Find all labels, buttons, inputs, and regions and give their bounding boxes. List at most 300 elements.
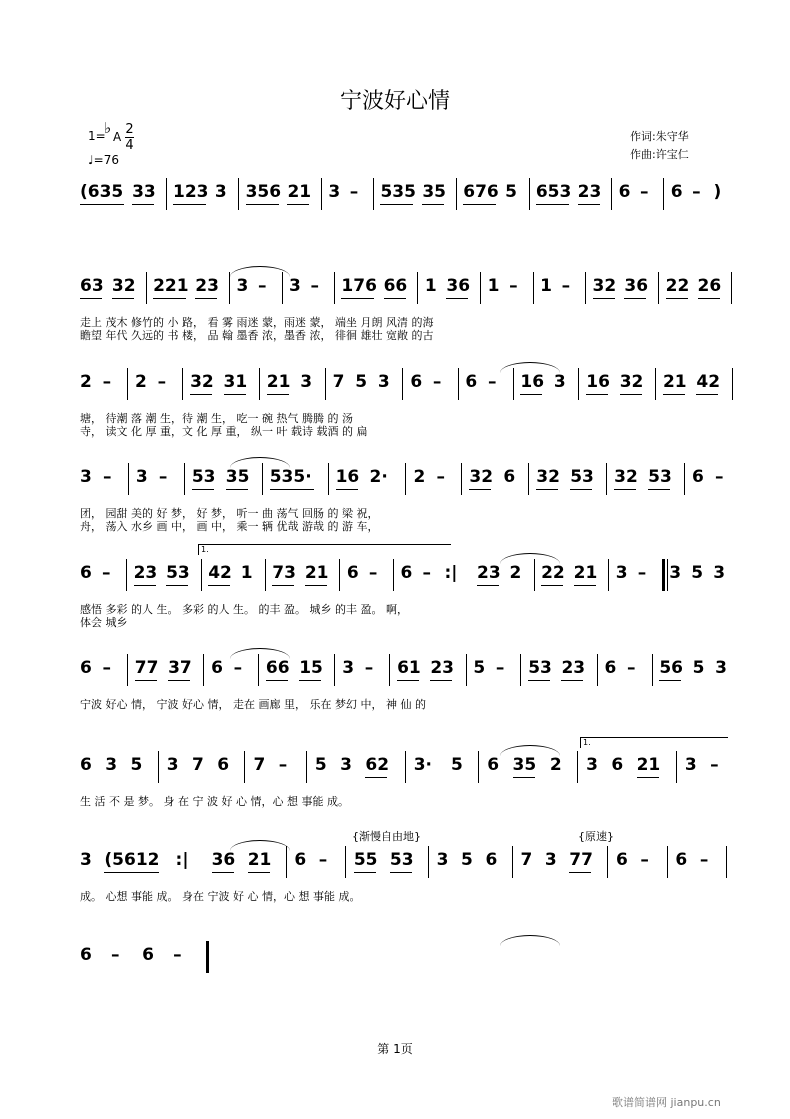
note-group: 53 [648,467,672,487]
note-group: 2 [549,755,562,775]
dash-extension: – [637,563,647,583]
note-group: 35 [512,755,537,775]
note-group: 22 [541,563,565,583]
notes-row [80,276,730,302]
key-signature [88,119,148,175]
eighth-beam [80,204,124,205]
note-group: 16 [520,372,545,392]
note-group: 6 [346,563,359,583]
tie-arc [500,745,560,756]
barline [345,846,346,878]
barline [585,272,586,304]
note-group: 221 [153,276,189,296]
barline [607,846,608,878]
note-group: 123 [173,182,209,202]
note-group: ) [713,182,722,202]
lyricist: 作词:朱守华 [630,130,689,143]
note-group: 21 [662,372,687,392]
note-group: 3 [236,276,249,296]
note-group: 6 [604,658,617,678]
note-group: 77 [569,850,593,870]
dash-extension: – [158,467,168,487]
flat-sign-icon: ♭ [104,119,112,137]
barline [339,559,340,591]
eighth-beam [614,489,636,490]
barline [182,368,183,400]
lyric-line: 感悟 多彩 的人 生。 多彩 的人 生。 的丰 盈。 城乡 的丰 盈。 啊， [80,603,408,616]
barline [328,463,329,495]
note-group: 3 [586,755,598,775]
eighth-beam [270,489,314,490]
barline [676,751,677,783]
lyric-line: 团， 园甜 美的 好 梦， 好 梦， 听一 曲 荡气 回肠 的 梁 祝， [80,507,379,520]
eighth-beam [541,585,563,586]
note-group: 32 [592,276,617,296]
dash-extension: – [487,372,497,392]
barline [146,272,147,304]
eighth-beam [637,777,659,778]
eighth-beam [696,394,718,395]
eighth-beam [648,489,670,490]
eighth-beam [536,204,569,205]
barline [466,654,467,686]
note-group: 2 [509,563,522,583]
note-group: (5612 [104,850,160,870]
note-group: 37 [168,658,192,678]
eighth-beam [666,298,688,299]
dash-extension: – [436,467,445,487]
note-group: 1 [487,276,500,296]
barline [206,941,209,973]
eighth-beam [513,777,535,778]
notes-row [80,563,730,589]
barline [652,654,653,686]
note-group: 653 [535,182,572,202]
note-group: 5 [355,372,368,392]
barline [402,368,403,400]
eighth-beam [166,585,188,586]
barline [158,751,159,783]
note-group: 2 [135,372,147,392]
note-group: 66 [383,276,408,296]
note-group: 6 [618,182,631,202]
eighth-beam [305,585,327,586]
note-group: 1 [424,276,437,296]
note-group: 23 [561,658,586,678]
eighth-beam [536,489,558,490]
note-group: 5 [130,755,143,775]
dash-extension: – [349,182,359,202]
barline [405,751,406,783]
note-group: 176 [341,276,377,296]
note-group: 3 [340,755,352,775]
tie-arc [500,935,560,946]
note-group: :| [175,850,189,870]
notes-row [80,755,730,781]
eighth-beam [112,298,134,299]
note-group: 535· [269,467,312,487]
barline [577,751,578,783]
note-group: 7 [191,755,204,775]
eighth-beam [190,394,212,395]
eighth-beam [248,872,270,873]
eighth-beam [477,585,499,586]
note-group: 3 [544,850,557,870]
note-group: 3 [715,658,727,678]
note-group: 56 [659,658,683,678]
note-group: 21 [247,850,272,870]
note-group: 6 [400,563,413,583]
barline [597,654,598,686]
dash-extension: – [640,182,649,202]
eighth-beam [224,394,246,395]
note-group: 3 [300,372,313,392]
note-group: 3· [413,755,433,775]
note-group: 6 [670,182,683,202]
note-group: 6 [80,658,92,678]
note-group: 53 [528,658,552,678]
barline [334,272,335,304]
barline [405,463,406,495]
note-group: 21 [573,563,598,583]
dash-extension: – [233,658,243,678]
dash-extension: – [173,945,182,965]
lyric-line: 寺， 读文 化 厚 重，文 化 厚 重， 纵一 叶 载诗 载酒 的 扁 [80,425,368,438]
lyric-line: 生 活 不 是 梦。 身 在 宁 波 好 心 情，心 想 事能 成。 [80,795,349,808]
note-group: 2 [80,372,92,392]
eighth-beam [272,585,294,586]
eighth-beam [574,585,596,586]
eighth-beam [569,872,591,873]
note-group: 6 [675,850,688,870]
tempo-marking [88,153,119,167]
dash-extension: – [278,755,288,775]
dash-extension: – [495,658,505,678]
note-group: 3 [80,850,92,870]
note-group: 3 [669,563,682,583]
barline [244,751,245,783]
note-group: 32 [469,467,494,487]
eighth-beam [528,680,550,681]
credits [630,128,689,164]
eighth-beam [586,394,608,395]
barline [658,272,659,304]
dash-extension: – [102,467,112,487]
eighth-beam [80,298,102,299]
barline [611,178,612,210]
dash-extension: – [364,658,374,678]
eighth-beam [168,680,190,681]
note-group: 5 [451,755,463,775]
note-group: 356 [245,182,282,202]
note-group: 35 [225,467,250,487]
eighth-beam [132,204,154,205]
note-group: 36 [211,850,236,870]
barline [417,272,418,304]
volta-bracket: 1. [198,544,451,555]
note-group: 33 [132,182,156,202]
note-group: 6 [485,850,498,870]
notes-row [80,850,730,876]
note-group: 32 [190,372,214,392]
note-group: 21 [287,182,312,202]
eighth-beam [299,680,321,681]
note-group: 6 [217,755,230,775]
dash-extension: – [561,276,571,296]
barline [127,368,128,400]
note-group: 23 [577,182,602,202]
barline [265,559,266,591]
eighth-beam [397,680,419,681]
eighth-beam [430,680,452,681]
note-group: 32 [614,467,638,487]
note-group: 5 [692,658,705,678]
time-bottom: 4 [125,138,134,153]
eighth-beam [341,298,374,299]
note-group: 3 [80,467,92,487]
note-group: 42 [696,372,721,392]
barline [529,178,530,210]
barline [512,846,513,878]
note-group: 7 [332,372,345,392]
eighth-beam [663,394,685,395]
note-group: 5 [461,850,473,870]
eighth-beam [208,585,230,586]
barline [458,368,459,400]
dash-extension: – [699,850,709,870]
note-group: 36 [446,276,471,296]
note-group: 23 [195,276,219,296]
barline [667,846,668,878]
time-top: 2 [125,122,134,137]
barline [528,463,529,495]
notes-row [80,658,730,684]
note-group: 3 [166,755,179,775]
eighth-beam [380,204,413,205]
eighth-beam [104,872,159,873]
note-group: 676 [463,182,499,202]
note-group: 3 [553,372,566,392]
eighth-beam [365,777,387,778]
note-group: 6 [211,658,223,678]
note-group: 1 [240,563,253,583]
note-group: 36 [624,276,649,296]
note-group: 21 [304,563,329,583]
tempo-mark: {渐慢自由地} [352,830,421,843]
dash-extension: – [627,658,636,678]
note-group: 22 [665,276,690,296]
barline [373,178,374,210]
note-group: 15 [299,658,323,678]
barline [461,463,462,495]
eighth-beam [173,204,206,205]
eighth-beam [422,204,444,205]
note-group: 3 [377,372,390,392]
lyric-line: 成。 心想 事能 成。 身在 宁波 好 心 情，心 想 事能 成。 [80,890,361,903]
barline [606,463,607,495]
barline [203,654,204,686]
note-group: 6 [80,755,92,775]
eighth-beam [570,489,592,490]
note-group: 6 [80,563,92,583]
note-group: 5 [314,755,327,775]
lyric-line: 塘， 待潮 落 潮 生，待 潮 生， 吃一 碗 热气 腾腾 的 汤 [80,412,353,425]
eighth-beam [659,680,681,681]
key-one-equals: 1= [88,129,106,143]
note-group: 61 [397,658,421,678]
tempo-value: =76 [93,153,119,167]
dash-extension: – [102,563,111,583]
barline [663,178,664,210]
barline [325,368,326,400]
dash-extension: – [692,182,701,202]
eighth-beam [384,298,406,299]
barline [732,368,733,400]
barline [608,559,609,591]
dash-extension: – [102,658,111,678]
note-group: 26 [697,276,722,296]
dash-extension: – [102,372,112,392]
lyric-line: 宁波 好心 情， 宁波 好心 情， 走在 画廊 里， 乐在 梦幻 中， 神 仙 的 [80,698,426,711]
notes-row [80,467,730,493]
barline [321,178,322,210]
note-group: 62 [365,755,390,775]
eighth-beam [287,204,309,205]
notes-row [80,945,730,971]
note-group: 16 [335,467,360,487]
note-group: 53 [570,467,594,487]
barline [662,559,665,591]
note-group: 32 [536,467,560,487]
note-group: 77 [134,658,159,678]
note-group: 2 [413,467,426,487]
note-group: :| [444,563,458,583]
barline [238,178,239,210]
eighth-beam [354,872,376,873]
eighth-beam [463,204,496,205]
barline [389,654,390,686]
note-group: 3 [214,182,227,202]
note-group: 3 [288,276,301,296]
note-group: 3 [615,563,628,583]
barline [478,751,479,783]
barline [578,368,579,400]
dash-extension: – [258,276,267,296]
barline [184,463,185,495]
note-group: 53 [166,563,190,583]
note-group: 6 [465,372,478,392]
note-group: 3 [436,850,449,870]
barline [520,654,521,686]
notes-row [80,182,730,208]
barline [259,368,260,400]
dash-extension: – [432,372,442,392]
eighth-beam [195,298,217,299]
eighth-beam [578,204,600,205]
note-group: 5 [691,563,704,583]
note-group: 3 [684,755,697,775]
note-group: 2· [369,467,388,487]
tie-arc [500,553,560,564]
note-group: 6 [615,850,628,870]
barline [128,463,129,495]
note-group: 3 [105,755,118,775]
tie-arc [230,648,290,659]
eighth-beam [698,298,720,299]
barline [126,559,127,591]
barline [456,178,457,210]
note-group: 6 [294,850,307,870]
note-group: 5 [473,658,486,678]
note-group: 7 [253,755,266,775]
tie-arc [230,457,290,468]
note-group: 6 [692,467,704,487]
watermark: 歌谱简谱网 jianpu.cn [612,1096,721,1109]
dash-extension: – [318,850,328,870]
barline [480,272,481,304]
note-group: 7 [520,850,533,870]
eighth-beam [134,585,156,586]
lyric-line: 瞻望 年代 久远的 书 楼， 品 翰 墨香 浓，墨香 浓， 徘徊 雄壮 宽敞 的古 [80,329,434,342]
note-group: 3 [342,658,355,678]
note-group: 31 [223,372,248,392]
composer: 作曲:许宝仁 [630,148,689,161]
eighth-beam [469,489,491,490]
note-group: 6 [487,755,500,775]
tie-arc [230,840,290,851]
note-group: 1 [540,276,552,296]
eighth-beam [561,680,583,681]
note-group: 32 [619,372,644,392]
eighth-beam [593,298,615,299]
note-group: 23 [477,563,501,583]
note-group: 3 [713,563,726,583]
barline [166,178,167,210]
note-group: 6 [611,755,624,775]
eighth-beam [266,680,288,681]
note-group: 6 [80,945,92,965]
lyric-line: 体会 城乡 [80,616,128,629]
eighth-beam [226,489,248,490]
note-group: 23 [430,658,454,678]
eighth-beam [620,394,642,395]
note-group: 66 [265,658,290,678]
note-group: 6 [503,467,516,487]
barline [731,272,732,304]
dash-extension: – [715,467,724,487]
note-group: 42 [208,563,232,583]
dash-extension: – [310,276,319,296]
tie-arc [230,266,290,277]
note-group: 53 [389,850,414,870]
tempo-mark: {原速} [578,830,614,843]
eighth-beam [246,204,279,205]
note-group: 23 [133,563,158,583]
barline [428,846,429,878]
time-signature [125,123,134,152]
barline [667,559,668,591]
eighth-beam [520,394,542,395]
note-group: 21 [266,372,291,392]
lyric-line: 舟， 荡入 水乡 画 中， 画 中， 乘一 辆 优哉 游哉 的 游 车， [80,520,379,533]
note-group: 5 [505,182,517,202]
dash-extension: – [157,372,167,392]
barline [684,463,685,495]
eighth-beam [135,680,157,681]
note-group: 35 [422,182,446,202]
dash-extension: – [111,945,120,965]
eighth-beam [153,298,186,299]
